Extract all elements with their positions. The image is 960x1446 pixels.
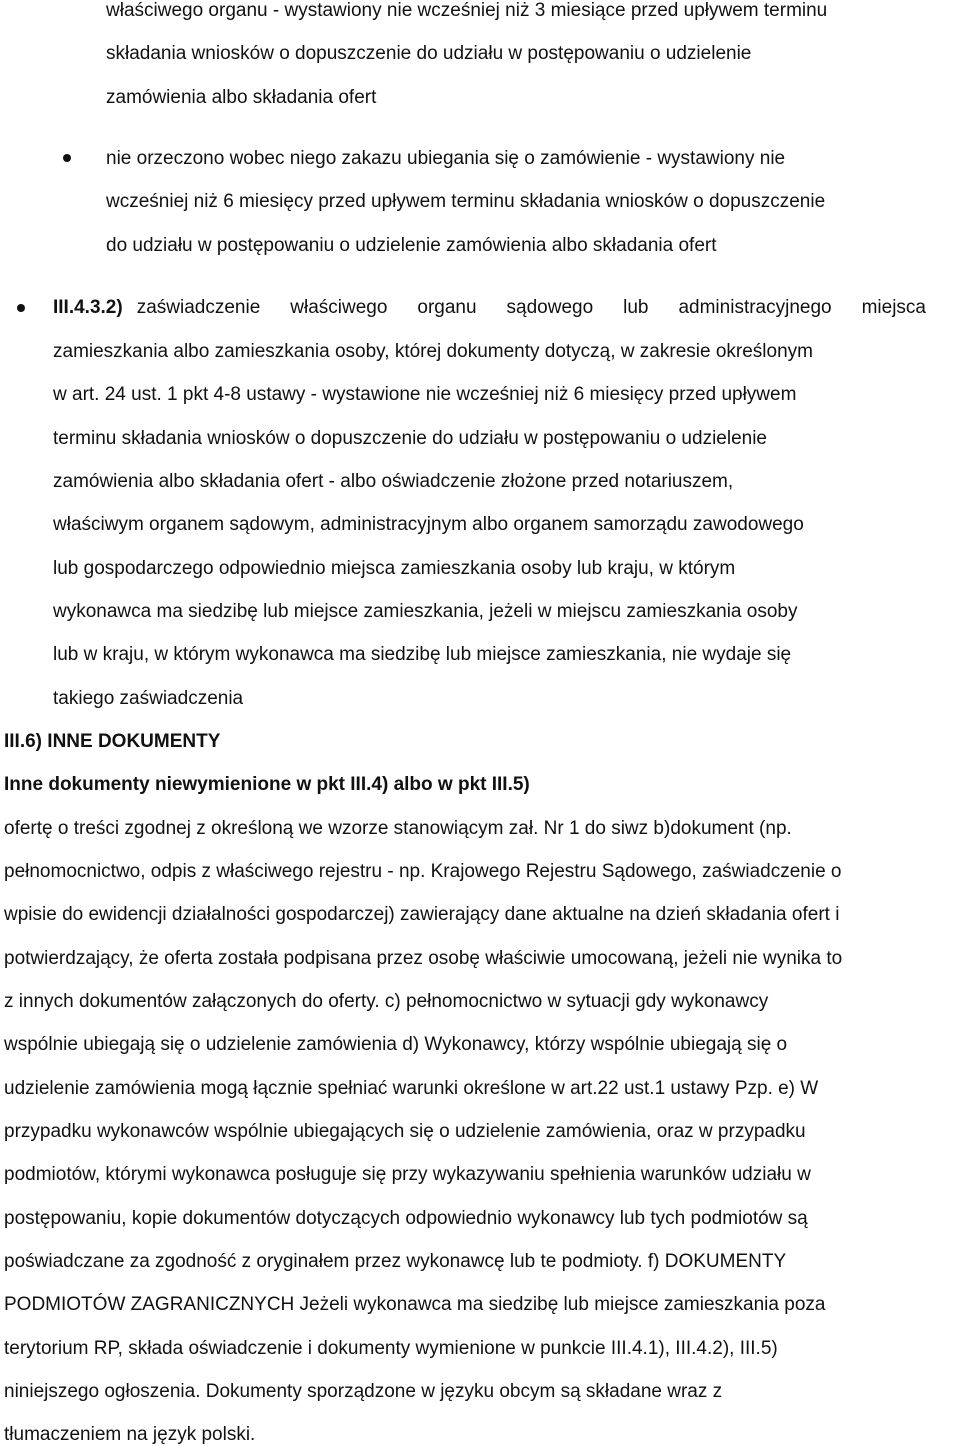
section-6-line-15: tłumaczeniem na język polski. <box>4 1424 256 1445</box>
section-6-heading: III.6) INNE DOKUMENTY <box>4 731 221 752</box>
section-4-3-2-line-10: takiego zaświadczenia <box>53 688 244 709</box>
section-number: III.4.3.2) <box>53 297 123 318</box>
section-6-line-12: PODMIOTÓW ZAGRANICZNYCH Jeżeli wykonawca ma siedzibę lub miejsce zamieszkania poza <box>4 1294 826 1315</box>
section-6-subheading: Inne dokumenty niewymienione w pkt III.4) albo w pkt III.5) <box>4 774 530 795</box>
section-6-line-9: podmiotów, którymi wykonawca posługuje się przy wykazywaniu spełnienia warunków udziału w <box>4 1164 811 1185</box>
section-6-line-1: ofertę o treści zgodnej z określoną we wzorze stanowiącym zał. Nr 1 do siwz b)dokument (np. <box>4 818 792 839</box>
bullet-a-line-3: zamówienia albo składania ofert <box>106 87 377 108</box>
section-6-line-10: postępowaniu, kopie dokumentów dotyczących odpowiednio wykonawcy lub tych podmiotów są <box>4 1208 808 1229</box>
section-6-line-4: potwierdzający, że oferta została podpisana przez osobę właściwie umocowaną, jeżeli nie wynika to <box>4 948 843 969</box>
bullet-b-line-1: nie orzeczono wobec niego zakazu ubiegania się o zamówienie - wystawiony nie <box>106 148 786 169</box>
section-4-3-2-line-3: w art. 24 ust. 1 pkt 4-8 ustawy - wystawione nie wcześniej niż 6 miesięcy przed upływem <box>53 384 797 405</box>
bullet-icon <box>63 154 71 162</box>
section-4-3-2-line-6: właściwym organem sądowym, administracyjnym albo organem samorządu zawodowego <box>53 514 804 535</box>
section-6-line-6: wspólnie ubiegają się o udzielenie zamówienia d) Wykonawcy, którzy wspólnie ubiegają się o <box>4 1034 788 1055</box>
section-6-line-14: niniejszego ogłoszenia. Dokumenty sporządzone w języku obcym są składane wraz z <box>4 1381 723 1402</box>
bullet-icon <box>17 304 25 312</box>
section-4-3-2-line-4: terminu składania wniosków o dopuszczenie do udziału w postępowaniu o udzielenie <box>53 428 767 449</box>
bullet-b-line-2: wcześniej niż 6 miesięcy przed upływem terminu składania wniosków o dopuszczenie <box>106 191 826 212</box>
section-6-line-7: udzielenie zamówienia mogą łącznie spełniać warunki określone w art.22 ust.1 ustawy Pzp. e) W <box>4 1078 819 1099</box>
section-6-line-5: z innych dokumentów załączonych do oferty. c) pełnomocnictwo w sytuacji gdy wykonawcy <box>4 991 769 1012</box>
section-4-3-2-line-7: lub gospodarczego odpowiednio miejsca zamieszkania osoby lub kraju, w którym <box>53 558 736 579</box>
bullet-a-line-1: właściwego organu - wystawiony nie wcześniej niż 3 miesiące przed upływem terminu <box>106 0 828 21</box>
bullet-b-line-3: do udziału w postępowaniu o udzielenie zamówienia albo składania ofert <box>106 235 717 256</box>
section-4-3-2-line-2: zamieszkania albo zamieszkania osoby, której dokumenty dotyczą, w zakresie określonym <box>53 341 813 362</box>
section-6-line-11: poświadczane za zgodność z oryginałem przez wykonawcę lub te podmioty. f) DOKUMENTY <box>4 1251 787 1272</box>
bullet-a-line-2: składania wniosków o dopuszczenie do udziału w postępowaniu o udzielenie <box>106 43 752 64</box>
section-4-3-2-line-5: zamówienia albo składania ofert - albo oświadczenie złożone przed notariuszem, <box>53 471 734 492</box>
section-6-line-2: pełnomocnictwo, odpis z właściwego rejestru - np. Krajowego Rejestru Sądowego, zaświadczenie o <box>4 861 842 882</box>
section-4-3-2-line-1: III.4.3.2) zaświadczenie właściwego organu sądowego lub administracyjnego miejsca <box>53 297 926 318</box>
section-6-line-8: przypadku wykonawców wspólnie ubiegających się o udzielenie zamówienia, oraz w przypadku <box>4 1121 806 1142</box>
section-6-line-13: terytorium RP, składa oświadczenie i dokumenty wymienione w punkcie III.4.1), III.4.2), III.5) <box>4 1338 778 1359</box>
section-6-line-3: wpisie do ewidencji działalności gospodarczej) zawierający dane aktualne na dzień składania ofert i <box>4 904 840 925</box>
section-4-3-2-line-9: lub w kraju, w którym wykonawca ma siedzibę lub miejsce zamieszkania, nie wydaje się <box>53 644 792 665</box>
section-4-3-2-line-8: wykonawca ma siedzibę lub miejsce zamieszkania, jeżeli w miejscu zamieszkania osoby <box>53 601 798 622</box>
